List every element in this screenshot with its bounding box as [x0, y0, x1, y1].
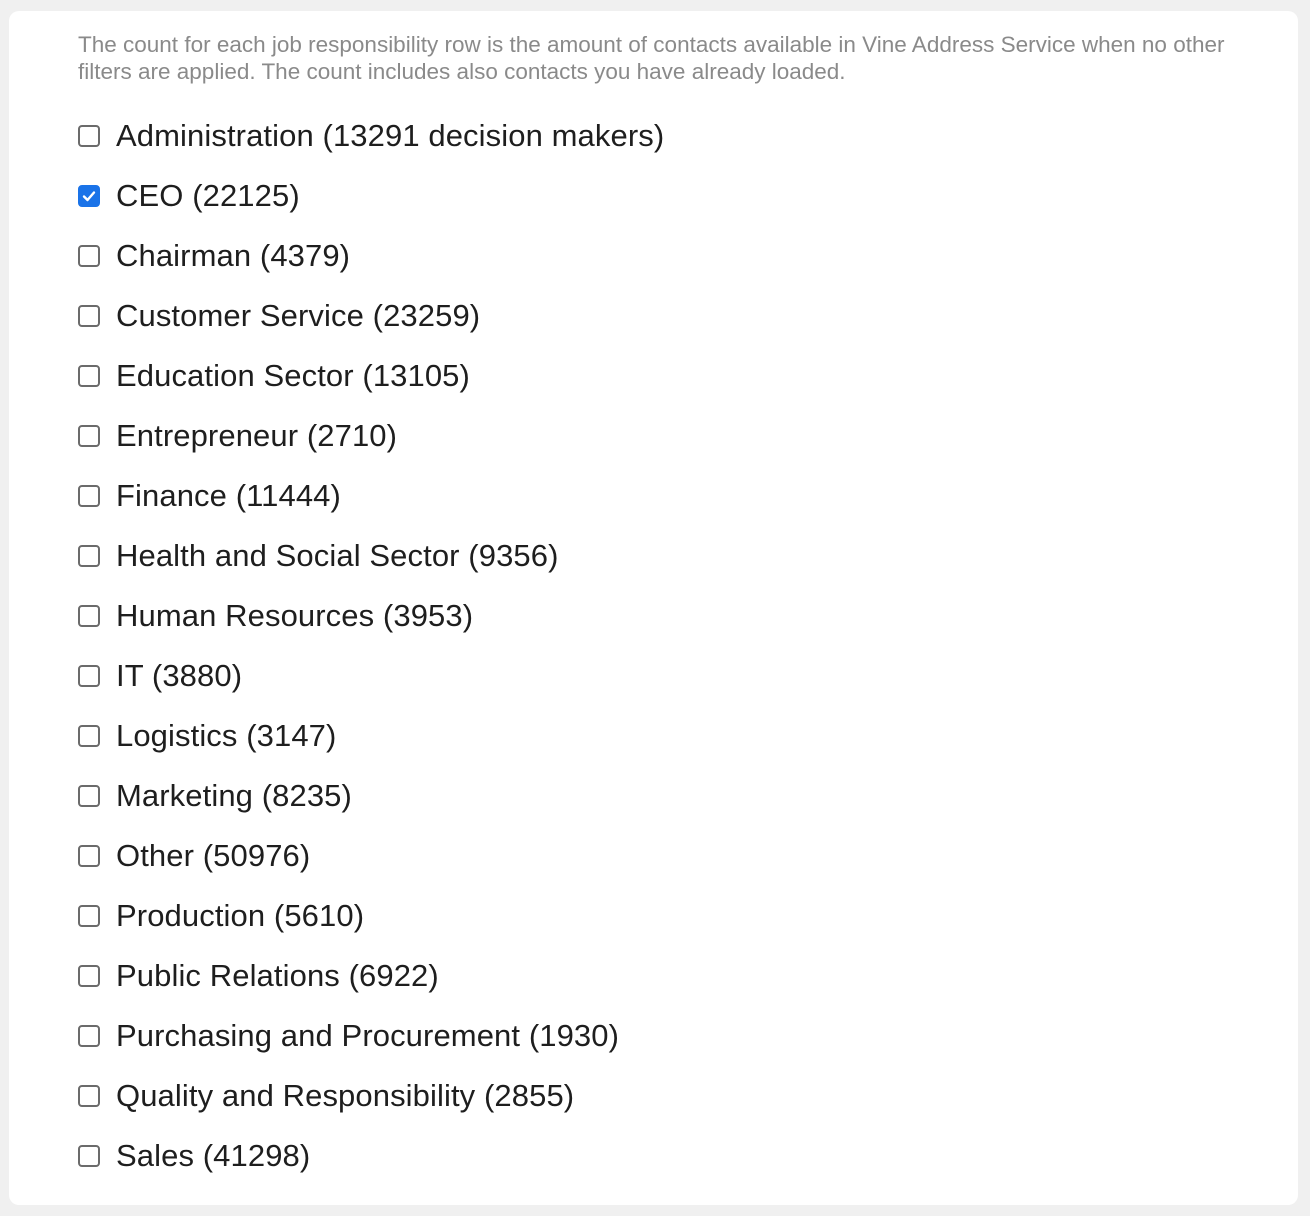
checkbox[interactable]: [78, 845, 100, 867]
job-option-row[interactable]: [78, 1006, 664, 1066]
job-option-row[interactable]: [78, 286, 664, 346]
job-option-row[interactable]: [78, 166, 664, 226]
job-option-row[interactable]: [78, 1126, 664, 1186]
checkbox[interactable]: [78, 485, 100, 507]
job-option-row[interactable]: [78, 226, 664, 286]
job-option-label: CEO (22125): [116, 178, 300, 213]
job-option-label: Education Sector (13105): [116, 358, 470, 393]
checkbox[interactable]: [78, 185, 100, 207]
job-option-row[interactable]: [78, 1066, 664, 1126]
job-option-row[interactable]: [78, 706, 664, 766]
checkbox[interactable]: [78, 365, 100, 387]
checkbox[interactable]: [78, 965, 100, 987]
job-option-label: Public Relations (6922): [116, 958, 439, 993]
checkbox[interactable]: [78, 1145, 100, 1167]
job-option-label: Logistics (3147): [116, 718, 337, 753]
job-option-row[interactable]: [78, 826, 664, 886]
checkbox[interactable]: [78, 545, 100, 567]
job-option-label: Purchasing and Procurement (1930): [116, 1018, 620, 1053]
job-option-row[interactable]: [78, 526, 664, 586]
job-option-row[interactable]: [78, 766, 664, 826]
job-option-label: Sales (41298): [116, 1138, 311, 1173]
checkbox[interactable]: [78, 245, 100, 267]
checkbox[interactable]: [78, 305, 100, 327]
job-option-row[interactable]: [78, 886, 664, 946]
job-option-row[interactable]: [78, 406, 664, 466]
job-option-label: Quality and Responsibility (2855): [116, 1078, 575, 1113]
checkbox[interactable]: [78, 785, 100, 807]
count-info-note: The count for each job responsibility row is the amount of contacts available in Vine Address Service when no other filters are applied. The count includes also contacts you have already loaded.: [78, 32, 1225, 84]
checkbox[interactable]: [78, 905, 100, 927]
job-option-label: Administration (13291 decision makers): [116, 118, 665, 153]
job-option-label: IT (3880): [116, 658, 243, 693]
checkmark-icon: [81, 188, 97, 204]
checkbox[interactable]: [78, 605, 100, 627]
job-option-label: Marketing (8235): [116, 778, 352, 813]
checkbox[interactable]: [78, 125, 100, 147]
job-option-row[interactable]: [78, 586, 664, 646]
checkbox[interactable]: [78, 665, 100, 687]
job-option-label: Finance (11444): [116, 478, 341, 513]
job-option-label: Chairman (4379): [116, 238, 351, 273]
checkbox[interactable]: [78, 1025, 100, 1047]
job-option-row[interactable]: [78, 466, 664, 526]
job-option-label: Other (50976): [116, 838, 311, 873]
job-option-label: Customer Service (23259): [116, 298, 481, 333]
job-option-row[interactable]: [78, 106, 664, 166]
job-responsibility-panel: [9, 11, 1298, 1205]
job-option-row[interactable]: [78, 646, 664, 706]
job-option-row[interactable]: [78, 946, 664, 1006]
job-option-label: Health and Social Sector (9356): [116, 538, 559, 573]
checkbox[interactable]: [78, 1085, 100, 1107]
job-option-row[interactable]: [78, 346, 664, 406]
job-option-label: Production (5610): [116, 898, 365, 933]
job-option-label: Human Resources (3953): [116, 598, 474, 633]
checkbox[interactable]: [78, 425, 100, 447]
job-option-label: Entrepreneur (2710): [116, 418, 398, 453]
job-responsibility-list: [78, 106, 664, 1186]
checkbox[interactable]: [78, 725, 100, 747]
